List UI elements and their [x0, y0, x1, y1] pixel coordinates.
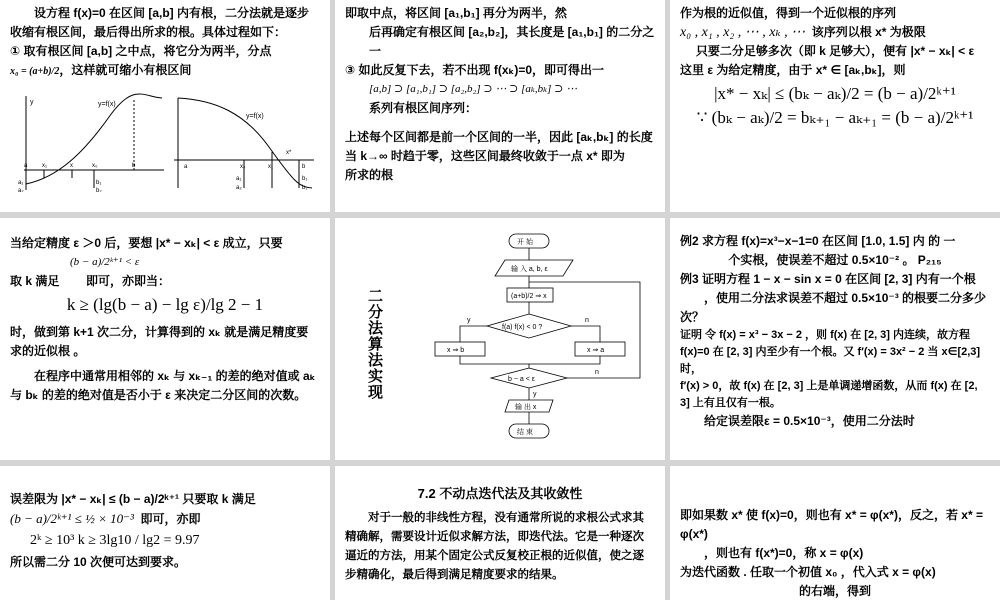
svg-text:b: b: [302, 164, 306, 170]
graph-left-yaxis: y: [30, 99, 34, 106]
svg-text:b₂: b₂: [96, 188, 102, 192]
svg-text:x: x: [70, 163, 73, 169]
epsilon-formula: (b − a)/2ᵏ⁺¹ < ε: [70, 256, 140, 268]
iteration-function-text: 为迭代函数 . 任取一个初值 x₀ ，代入式 x = φ(x): [680, 565, 936, 579]
algorithm-side-title: 二分法算法实现: [366, 288, 383, 400]
equivalence-text: ，则也有 f(x*)=0，称 x = φ(x): [704, 546, 864, 560]
step-text-2: 后再确定有根区间 [a₂,b₂]，其长度是 [a₁,b₁] 的二分之一: [369, 25, 655, 58]
svg-text:b₂: b₂: [302, 185, 308, 191]
graph-left-curve-label: y=f(x): [98, 101, 116, 108]
svg-text:a: a: [184, 164, 188, 170]
flow-assign-b: x ⇒ b: [447, 347, 465, 354]
step-text-1: 即取中点，将区间 [a₁,b₁] 再分为两半，然: [345, 6, 567, 20]
k-plus-one-text: 时，做到第 k+1 次二分，计算得到的 xₖ 就是满足精度要求的近似根 。: [10, 325, 309, 358]
graph-right-curve-label: y=f(x): [246, 113, 264, 120]
svg-text:x₁: x₁: [268, 164, 274, 170]
example3-text: 例3 证明方程 1 − x − sin x = 0 在区间 [2, 3] 内有一个根: [680, 272, 976, 286]
svg-text:a₁: a₁: [236, 176, 242, 182]
fixed-point-text: 即如果数 x* 使 f(x)=0，则也有 x* = φ(x*)，反之，若 x* = φ(x*): [680, 508, 983, 541]
example2-precision: 个实根，使误差不超过 0.5×10⁻² 。 P₂₁₅: [728, 253, 942, 267]
svg-text:b: b: [132, 163, 136, 169]
slide-approx-sequence: [670, 0, 1000, 212]
flow-exit-yes-label: y: [533, 391, 537, 398]
slide-examples: [670, 218, 1000, 460]
example2-text: 例2 求方程 f(x)=x³−x−1=0 在区间 [1.0, 1.5] 内 的 一: [680, 234, 956, 248]
halving-text: 上述每个区间都是前一个区间的一半，因此 [aₖ,bₖ] 的长度: [345, 130, 653, 144]
intro-text: 设方程 f(x)=0 在区间 [a,b] 内有根，二分法就是逐步收缩有根区间，最后得出所求的根。具体过程如下：: [10, 6, 310, 39]
flow-output: 输 出 x: [515, 404, 537, 411]
bisection-flowchart: [395, 224, 655, 454]
svg-text:b₁: b₁: [96, 180, 102, 186]
flow-midpoint: (a+b)/2 ⇒ x: [511, 293, 547, 300]
svg-text:x*: x*: [286, 150, 292, 156]
svg-text:x₀: x₀: [240, 164, 246, 170]
error-limit-formula-text: 误差限为 |x* − xₖ| ≤ (b − a)/2ᵏ⁺¹ 只要取 k 满足: [10, 492, 256, 506]
slide-flowchart: [335, 218, 665, 460]
proof-text: 证明 令 f(x) = x³ − 3x − 2 ，则 f(x) 在 [2, 3] 内连续，故方程 f(x)=0 在 [2, 3] 内至少有一个根。又 f′(x) = 3x² − 2 当 x∈[2,3] 时，: [680, 329, 981, 375]
precision-condition-text: 当给定精度 ε ＞0 后，要想 |x* − xₖ| < ε 成立，只要: [10, 236, 283, 250]
svg-text:a₂: a₂: [18, 188, 24, 192]
sequence-label: 系列有根区间序列：: [369, 101, 478, 115]
slide-example-solution: [0, 466, 330, 600]
flow-yes-label: y: [467, 317, 471, 324]
equivalently-text: 即可，亦即: [140, 512, 201, 526]
step3-text: ③ 如此反复下去，若不出现 f(xₖ)=0，即可得出一: [345, 63, 605, 77]
svg-text:a: a: [24, 163, 28, 169]
conclusion-text: 所以需二分 10 次便可达到要求。: [10, 555, 187, 569]
slide-fixed-point-intro: [335, 466, 665, 600]
interval-chain: [a,b] ⊃ [a₁,b₁] ⊃ [a₂,b₂] ⊃ ⋯ ⊃ [aₖ,bₖ] ⊃ ⋯: [369, 83, 578, 95]
step1-text: ① 取有根区间 [a,b] 之中点，将它分为两半，分点: [10, 44, 272, 58]
flow-loop-no-label: n: [595, 369, 599, 376]
bisection-graphs: [14, 92, 324, 192]
enough-text: 只要二分足够多次（即 k 足够大），便有 |x* − xₖ| < ε: [695, 44, 975, 58]
k-result-formula: 2ᵏ ≥ 10³ k ≥ 3lg10 / lg2 = 9.97: [30, 533, 200, 548]
slide-bisection-intro: [0, 0, 330, 212]
section-title: 7.2 不动点迭代法及其收敛性: [417, 486, 583, 501]
flow-no-label: n: [585, 317, 589, 324]
step1-cont: ，这样就可缩小有根区间: [59, 63, 192, 77]
root-text: 所求的根: [345, 168, 394, 182]
sequence-formula: x₀ , x₁ , x₂ , ⋯ , xₖ , ⋯: [680, 25, 806, 40]
program-text: 在程序中通常用相邻的 xₖ 与 xₖ₋₁ 的差的绝对值或 aₖ 与 bₖ 的差的绝对值是否小于 ε 来决定二分区间的次数。: [10, 369, 316, 402]
right-side-text: 的右端，得到: [798, 584, 871, 598]
svg-text:x₁: x₁: [42, 163, 48, 169]
error-limit-text: 给定误差限ε = 0.5×10⁻³，使用二分法时: [704, 414, 915, 428]
flow-end: 结 束: [517, 429, 533, 436]
precision-text: 这里 ε 为给定精度，由于 x* ∈ [aₖ,bₖ]，则: [680, 63, 906, 77]
midpoint-formula: x₀ = (a+b)/2: [10, 66, 60, 77]
slide-iteration-count: [0, 218, 330, 460]
flow-start: 开 始: [517, 239, 533, 246]
iteration-intro-text: 对于一般的非线性方程，没有通常所说的求根公式求其精确解，需要设计近似求解方法，即迭代法。它是一种逐次逼近的方法，用某个固定公式反复校正根的近似值，使之逐步精确化，最后得到满足精度要求的结果。: [345, 512, 644, 581]
choose-k-text: 取 k 满足 即可，亦即当：: [10, 274, 171, 288]
svg-text:x₀: x₀: [92, 163, 98, 169]
svg-text:b₁: b₁: [302, 176, 308, 182]
svg-text:a₁: a₁: [18, 180, 24, 186]
k-condition-formula: (b − a)/2ᵏ⁺¹ ≤ ½ × 10⁻³: [10, 511, 134, 526]
flow-tolerance-check: b − a < ε: [508, 376, 535, 383]
flow-input: 输 入 a, b, ε: [511, 266, 548, 273]
k-bound-formula: k ≥ (lg(b − a) − lg ε)/lg 2 − 1: [66, 295, 264, 314]
graph-right: [174, 98, 314, 191]
limit-text: 该序列以根 x* 为极限: [811, 25, 926, 39]
graph-left: [18, 94, 164, 192]
error-bound-formula: |x* − xₖ| ≤ (bₖ − aₖ)/2 = (b − a)/2ᵏ⁺¹: [714, 84, 956, 103]
flow-assign-a: x ⇒ a: [587, 347, 605, 354]
convergence-text: 当 k→∞ 时趋于零，这些区间最终收敛于一点 x* 即为: [345, 149, 625, 163]
example3-question: ，使用二分法求误差不超过 0.5×10⁻³ 的根要二分多少次？: [680, 291, 987, 324]
slide-bisection-steps: [335, 0, 665, 212]
svg-text:a₂: a₂: [236, 185, 242, 191]
slide-iteration-function: [670, 466, 1000, 600]
flow-condition: f(a) f(x) < 0 ?: [502, 324, 543, 331]
monotone-text: f′(x) > 0，故 f(x) 在 [2, 3] 上是单调递增函数，从而 f(x) 在 [2, 3] 上有且仅有一根。: [680, 380, 978, 409]
approx-text: 作为根的近似值，得到一个近似根的序列: [680, 6, 897, 20]
interval-length-formula: ∵ (bₖ − aₖ)/2 = bₖ₊₁ − aₖ₊₁ = (b − a)/2ᵏ⁺¹: [696, 108, 974, 127]
